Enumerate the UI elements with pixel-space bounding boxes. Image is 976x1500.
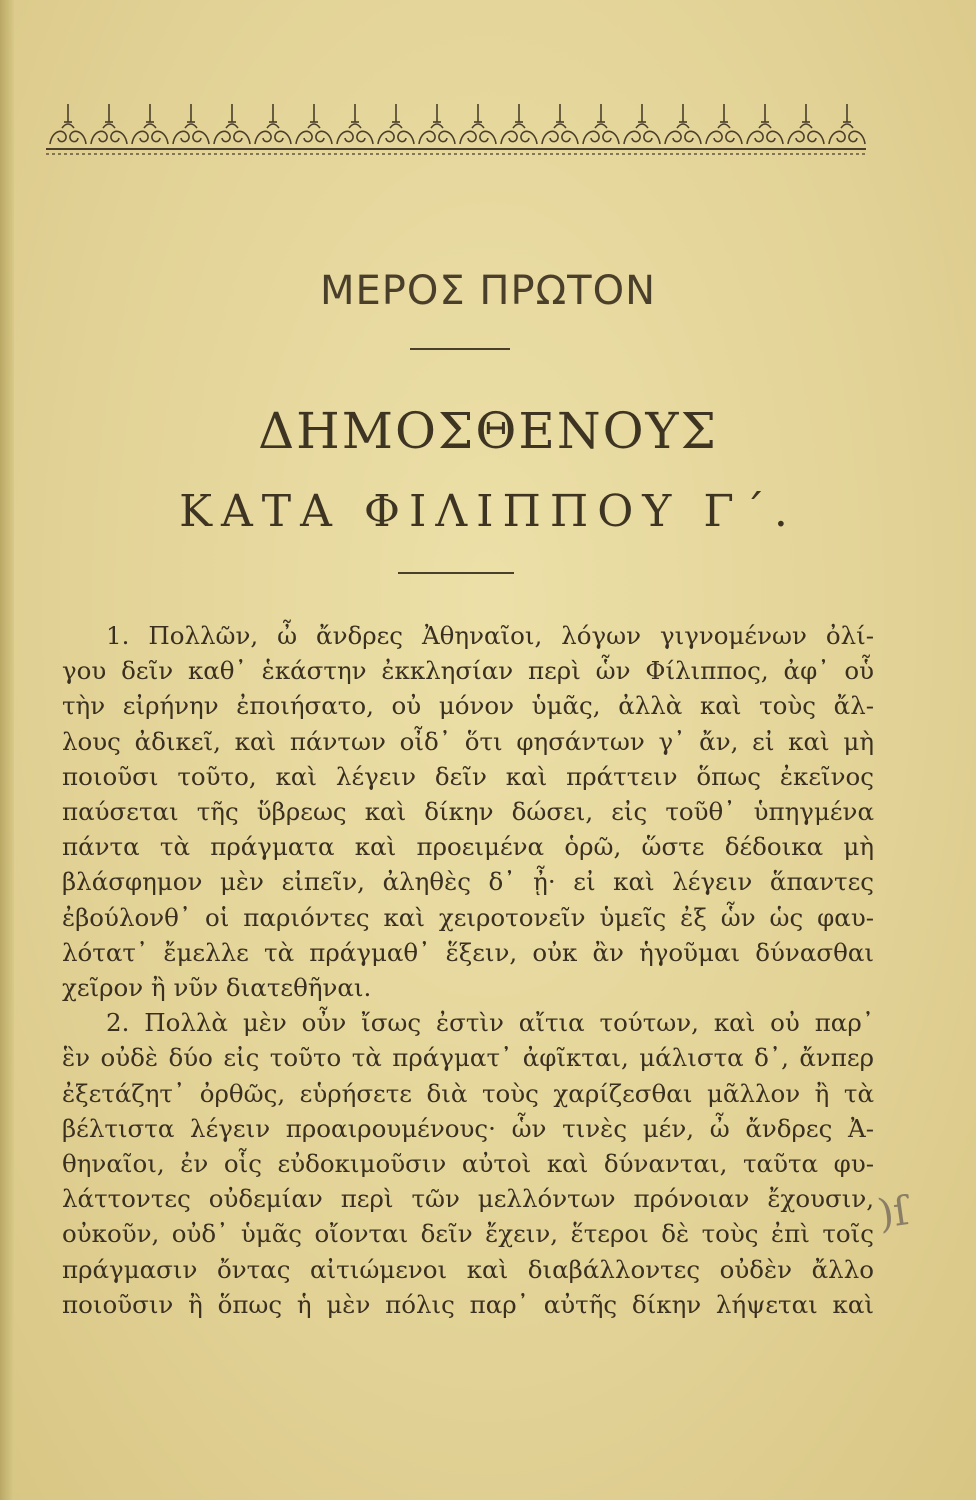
text-line: τὴν εἰρήνην ἐποιήσατο, οὐ μόνον ὑμᾶς, ἀλλὰ καὶ τοὺς ἄλ- — [62, 691, 874, 721]
text-line: ποιοῦσιν ἢ ὅπως ἡ μὲν πόλις παρ᾿ αὐτῆς δίκην λήψεται καὶ — [62, 1289, 874, 1319]
speech-title: ΚΑΤΑ ΦΙΛΙΠΠΟΥ Γ΄. — [179, 486, 797, 537]
text-line: λους ἀδικεῖ, καὶ πάντων οἶδ᾿ ὅτι φησάντων γ᾿ ἄν, εἰ καὶ μὴ — [62, 726, 874, 756]
text-line: 1. Πολλῶν, ὦ ἄνδρες Ἀθηναῖοι, λόγων γιγνομένων ὀλί- — [106, 621, 874, 650]
page-binding-edge — [0, 0, 14, 1500]
divider-rule — [398, 572, 514, 574]
text-line: πάντα τὰ πράγματα καὶ προειμένα ὁρῶ, ὥστε δέδοικα μὴ — [62, 832, 874, 862]
paragraph-1 — [62, 618, 874, 1005]
paragraph-2 — [62, 1005, 874, 1322]
text-line: ἓν οὐδὲ δύο εἰς τοῦτο τὰ πράγματ᾿ ἀφῖκται, μάλιστα δ᾿, ἄνπερ — [62, 1043, 874, 1073]
text-line: οὐκοῦν, οὐδ᾿ ὑμᾶς οἴονται δεῖν ἔχειν, ἕτεροι δὲ τοὺς ἐπὶ τοῖς — [62, 1219, 874, 1249]
body-text — [62, 618, 874, 1322]
text-line: ἐξετάζητ᾿ ὀρθῶς, εὑρήσετε διὰ τοὺς χαρίζεσθαι μᾶλλον ἢ τὰ — [62, 1078, 874, 1108]
text-line: λάττοντες οὐδεμίαν περὶ τῶν μελλόντων πρόνοιαν ἔχουσιν, — [62, 1184, 874, 1214]
text-line: ποιοῦσι τοῦτο, καὶ λέγειν δεῖν καὶ πράττειν ὅπως ἐκεῖνος — [62, 761, 874, 791]
text-line: γου δεῖν καθ᾿ ἑκάστην ἐκκλησίαν περὶ ὧν Φίλιππος, ἀφ᾿ οὗ — [62, 656, 874, 686]
text-line: λότατ᾿ ἔμελλε τὰ πράγμαθ᾿ ἕξειν, οὐκ ἂν ἡγοῦμαι δύνασθαι — [62, 937, 874, 967]
text-line: βέλτιστα λέγειν προαιρουμένους· ὧν τινὲς μέν, ὦ ἄνδρες Ἀ- — [62, 1113, 874, 1143]
text-line: πράγμασιν ὄντας αἰτιώμενοι καὶ διαβάλλοντες οὐδὲν ἄλλο — [62, 1254, 874, 1284]
text-line: 2. Πολλὰ μὲν οὖν ἴσως ἐστὶν αἴτια τούτων, καὶ οὐ παρ᾿ — [106, 1008, 874, 1038]
divider-rule — [410, 348, 510, 350]
text-line: θηναῖοι, ἐν οἷς εὐδοκιμοῦσιν αὐτοὶ καὶ δύνανται, ταῦτα φυ- — [62, 1149, 874, 1179]
text-line: παύσεται τῆς ὕβρεως καὶ δίκην δώσει, εἰς τοῦθ᾿ ὑπηγμένα — [62, 797, 874, 827]
ornamental-border-icon — [46, 98, 866, 156]
text-line: ἐβούλονθ᾿ οἱ παριόντες καὶ χειροτονεῖν ὑμεῖς ἐξ ὧν ὡς φαυ- — [62, 902, 874, 932]
part-title: ΜΕΡΟΣ ΠΡΩΤΟΝ — [320, 268, 656, 314]
author-heading: ΔΗΜΟΣΘΕΝΟΥΣ — [258, 402, 718, 460]
handwritten-margin-note: )ſ — [874, 1188, 912, 1238]
text-line: χεῖρον ἢ νῦν διατεθῆναι. — [62, 973, 372, 1003]
text-line: βλάσφημον μὲν εἰπεῖν, ἀληθὲς δ᾿ ᾖ· εἰ καὶ λέγειν ἅπαντες — [62, 867, 874, 897]
